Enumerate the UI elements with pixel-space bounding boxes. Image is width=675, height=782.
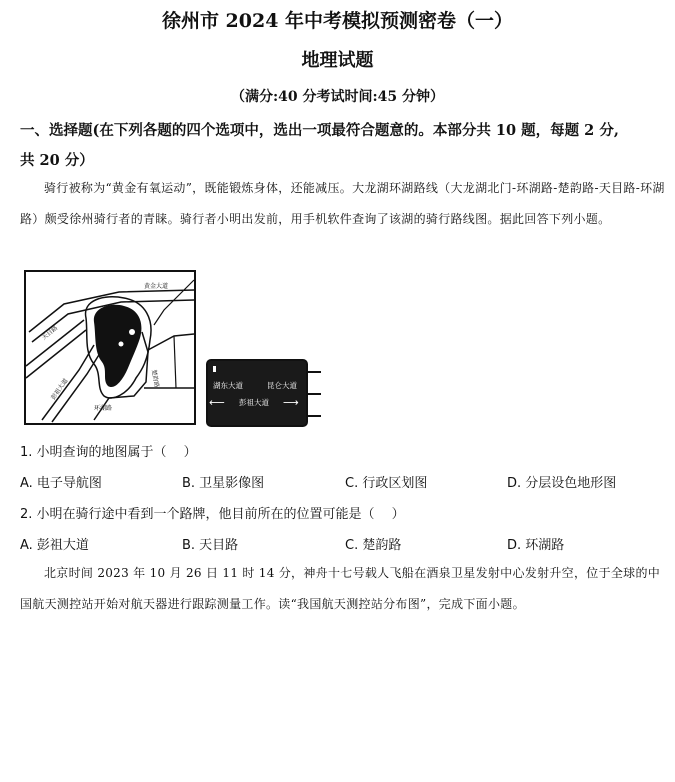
q1-option-d[interactable]: D. 分层设色地形图 (507, 476, 617, 491)
sign-right-label: 昆仑大道 (267, 381, 297, 390)
q2-option-b[interactable]: B. 天目路 (182, 538, 239, 553)
sign-left-label: 湖东大道 (213, 381, 243, 390)
sign-bottom-label: 彭祖大道 (239, 398, 269, 407)
map-label-pengzu: 彭祖大道 (49, 377, 70, 402)
map-label-chuyun: 楚韵路 (150, 369, 161, 389)
sign-left-arrow-icon: ⟵ (209, 396, 225, 409)
passage-cycling-text: 骑行被称为“黄金有氧运动”，既能锻炼身体，还能减压。大龙湖环湖路线（大龙湖北门-环湖路-楚韵路-天目路-环湖路）颇受徐州骑行者的青睐。骑行者小明出发前，用手机软件查询了该湖的骑行路线图。据此回答下列小题。 (20, 181, 665, 226)
road-sign-graphic (205, 358, 323, 428)
q1-option-c[interactable]: C. 行政区划图 (345, 476, 428, 491)
q2-option-a[interactable]: A. 彭祖大道 (20, 538, 89, 553)
section-heading (20, 116, 665, 176)
map-label-tianmu: 天目路 (40, 324, 60, 342)
q2-option-d[interactable]: D. 环湖路 (507, 538, 565, 553)
question-1-stem: 1. 小明查询的地图属于（ ） (20, 445, 197, 460)
exam-title: 徐州市 2024 年中考模拟预测密卷（一） (161, 10, 514, 32)
subject-title: 地理试题 (301, 50, 374, 71)
q1-option-b[interactable]: B. 卫星影像图 (182, 476, 265, 491)
route-map-graphic (24, 270, 196, 425)
passage-shenzhou (20, 558, 670, 620)
section-heading-line2: 共 20 分） (20, 152, 94, 169)
map-label-huanhu: 环湖路 (94, 405, 113, 412)
passage-cycling (20, 173, 670, 235)
q1-option-a[interactable]: A. 电子导航图 (20, 476, 102, 491)
passage-shenzhou-text: 北京时间 2023 年 10 月 26 日 11 时 14 分，神舟十七号载人飞船在酒泉卫星发射中心发射升空，位于全球的中国航天测控站开始对航天器进行跟踪测量工作。读“我国航天测控站分布图”，完成下面小题。 (20, 566, 661, 611)
question-2-stem: 2. 小明在骑行途中看到一个路牌，他目前所在的位置可能是（ ） (20, 507, 405, 522)
sign-right-arrow-icon: ⟶ (283, 396, 299, 409)
section-heading-line1: 一、选择题(在下列各题的四个选项中，选出一项最符合题意的。本部分共 10 题，每题 2 分, (20, 122, 619, 139)
q2-option-c[interactable]: C. 楚韵路 (345, 538, 402, 553)
road-sign-figure (205, 358, 323, 428)
score-time-line: （满分:40 分考试时间:45 分钟） (230, 89, 445, 105)
cycling-route-map (24, 270, 196, 425)
map-label-huangjin: 黄金大道 (144, 283, 169, 290)
